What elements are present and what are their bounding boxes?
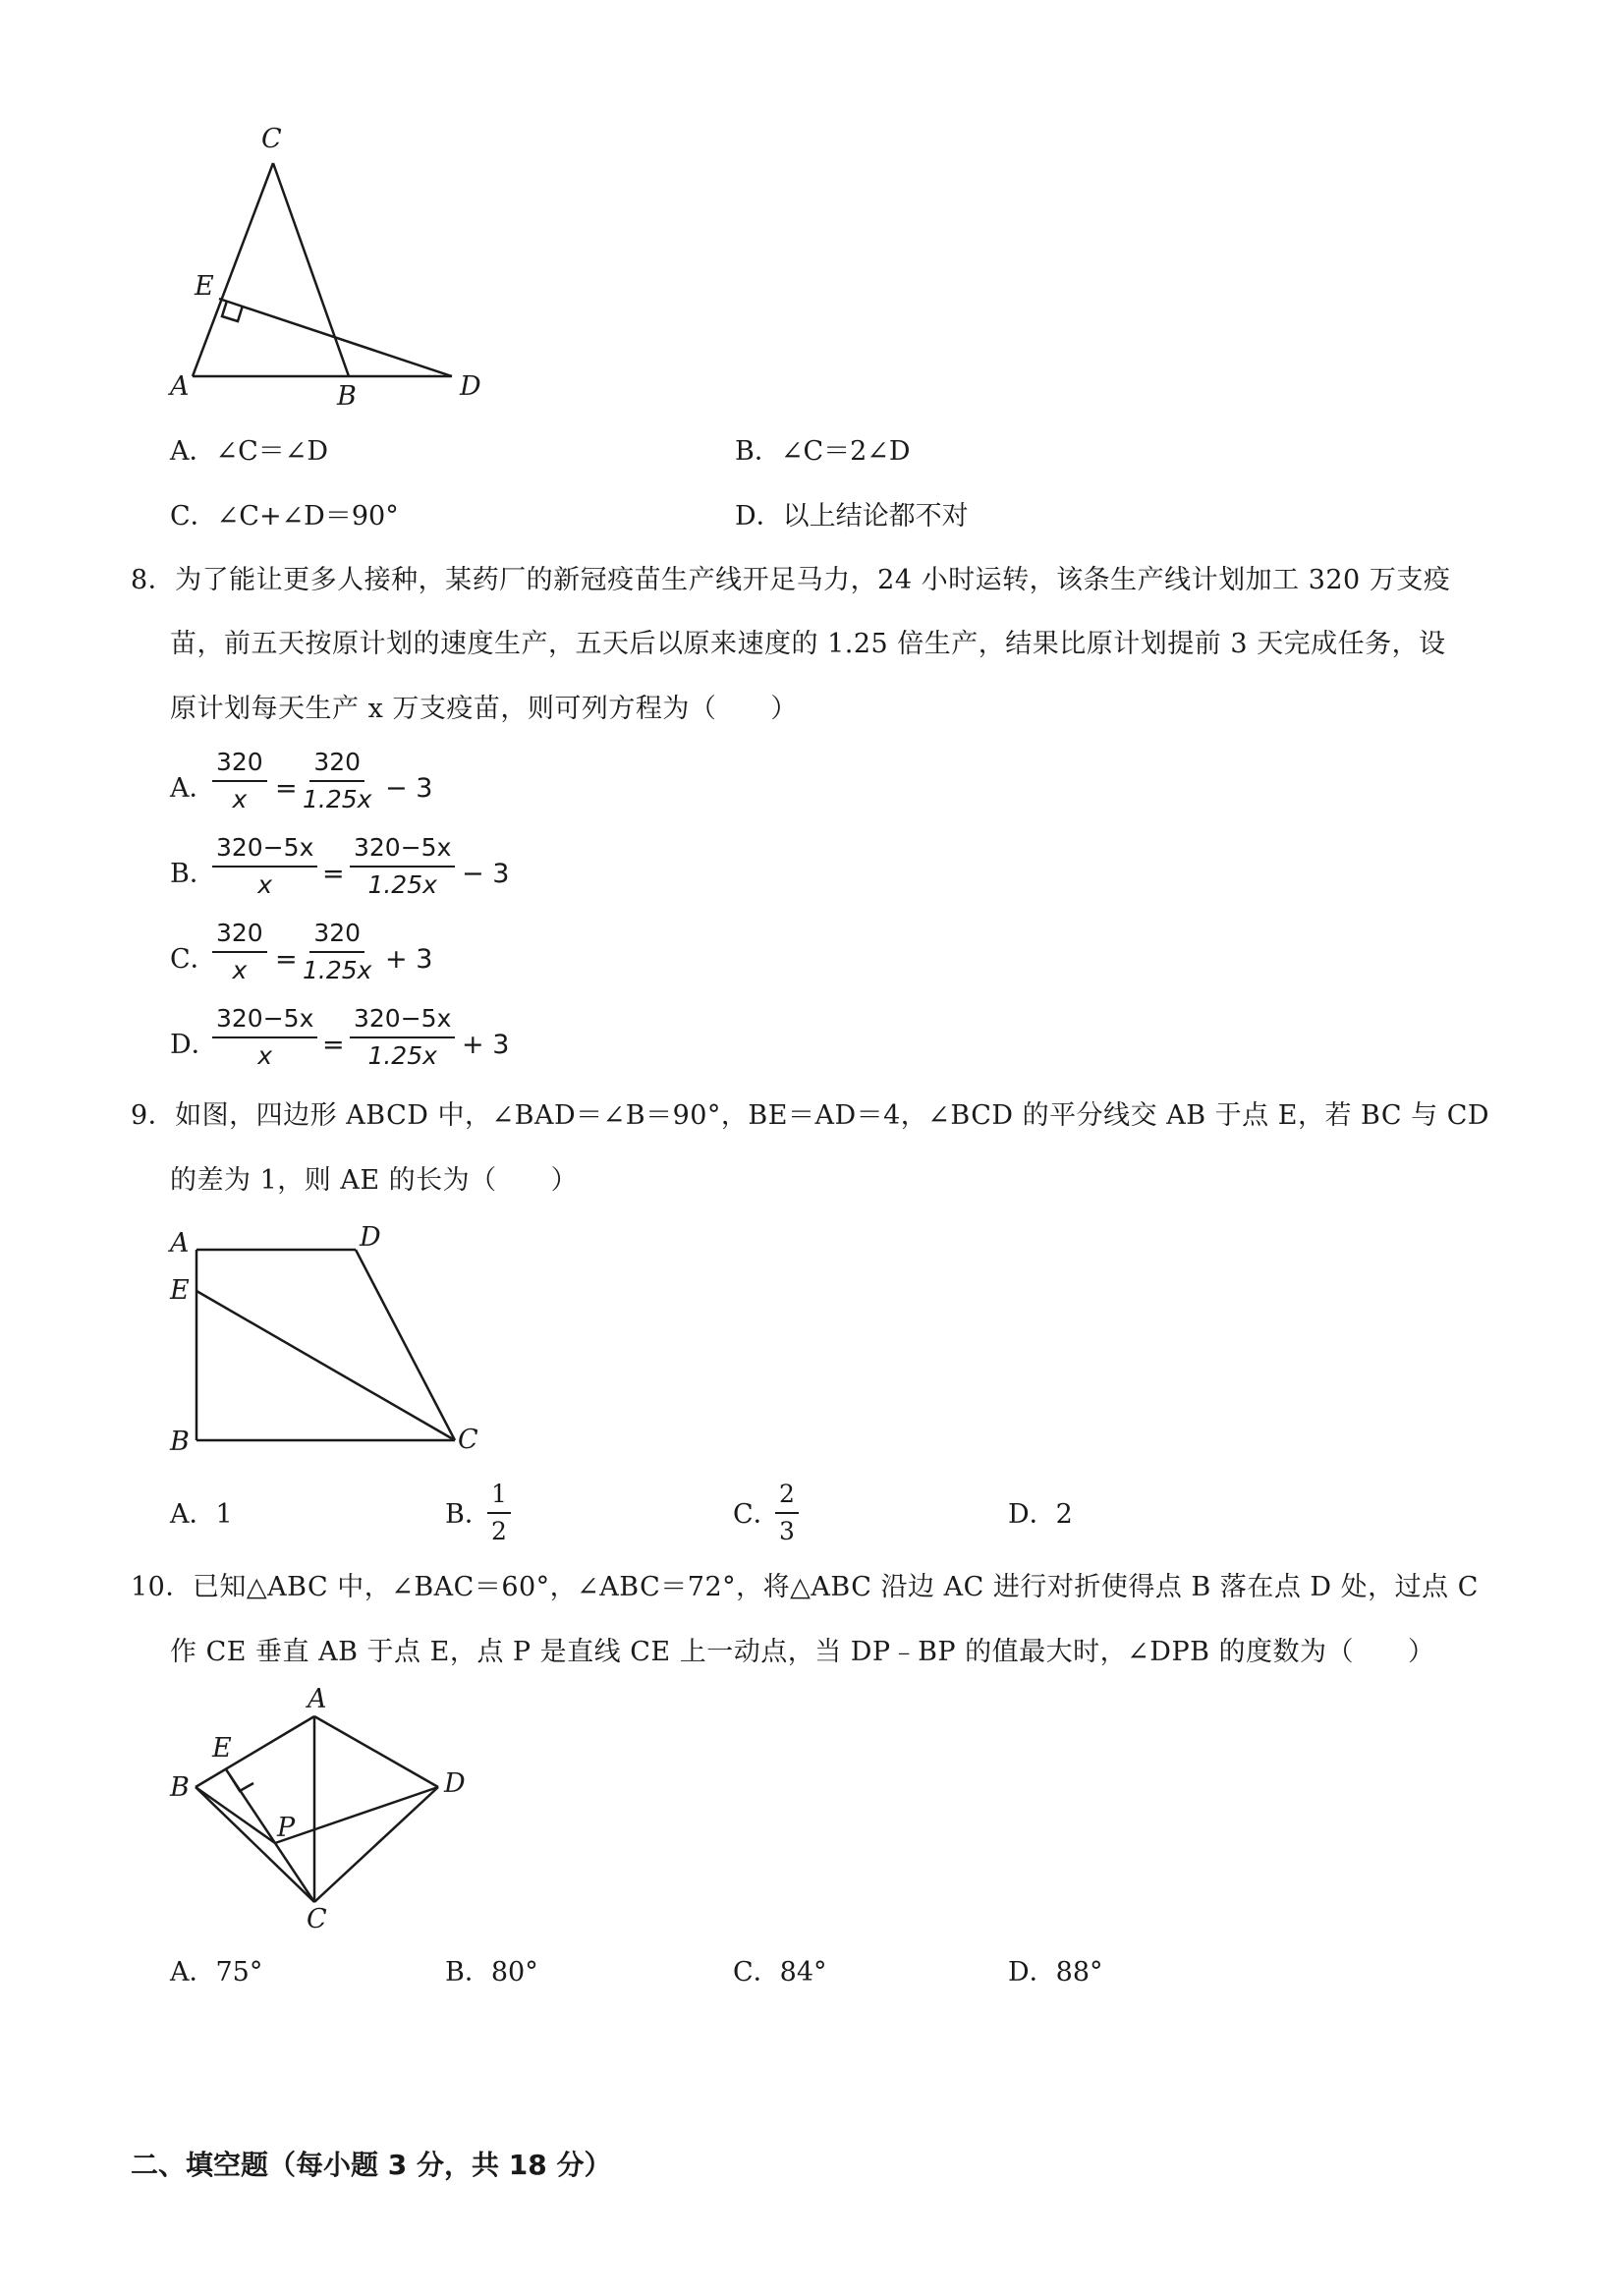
q8-option-c-label: C． bbox=[170, 944, 217, 975]
denominator: x bbox=[232, 785, 248, 813]
q10-line-1: 10．已知△ABC 中，∠BAC＝60°，∠ABC＝72°，将△ABC 沿边 AC 进行对折使得点 B 落在点 D 处，过点 C bbox=[131, 1572, 1479, 1602]
q9-label-a: A bbox=[170, 1228, 190, 1259]
q10-segment-dc bbox=[314, 1787, 438, 1902]
q8-option-d-tail: + 3 bbox=[462, 1030, 510, 1060]
q7-label-b: B bbox=[337, 381, 357, 412]
q7-label-a: A bbox=[170, 371, 190, 402]
equals-sign: = bbox=[275, 773, 298, 804]
q7-option-b: B．∠C＝2∠D bbox=[735, 436, 911, 467]
q8-option-b-right-fraction bbox=[350, 832, 455, 901]
q7-option-a: A．∠C＝∠D bbox=[170, 436, 329, 467]
q9-label-e: E bbox=[170, 1275, 190, 1306]
q9-option-a: A．1 bbox=[170, 1499, 233, 1530]
numerator: 320 bbox=[309, 918, 364, 953]
q8-option-c-left-fraction bbox=[212, 918, 267, 986]
denominator: 2 bbox=[491, 1517, 507, 1545]
q9-line-2: 的差为 1，则 AE 的长为（ ） bbox=[170, 1165, 579, 1196]
q9-label-b: B bbox=[170, 1427, 190, 1457]
q8-option-a-label: A． bbox=[170, 773, 216, 804]
q9-option-c-fraction bbox=[775, 1479, 799, 1547]
q10-segment-ad bbox=[314, 1716, 438, 1787]
numerator: 320 bbox=[309, 747, 364, 782]
q8-option-a-left-fraction bbox=[212, 747, 267, 815]
denominator: x bbox=[232, 956, 248, 984]
numerator: 1 bbox=[487, 1479, 511, 1514]
q8-option-d-left-fraction bbox=[212, 1003, 317, 1072]
q10-option-a: A．75° bbox=[170, 1957, 263, 1988]
q10-option-c: C．84° bbox=[733, 1957, 827, 1988]
numerator: 2 bbox=[775, 1479, 799, 1514]
q9-segment-dc bbox=[356, 1250, 455, 1440]
numerator: 320−5x bbox=[350, 1003, 455, 1038]
q7-option-d: D．以上结论都不对 bbox=[735, 501, 969, 532]
equals-sign: = bbox=[322, 1030, 345, 1060]
q10-label-a: A bbox=[308, 1684, 327, 1714]
q10-segment-bc bbox=[196, 1787, 314, 1902]
q10-right-angle-mark bbox=[230, 1775, 253, 1791]
q10-segment-bp bbox=[196, 1787, 275, 1843]
equals-sign: = bbox=[322, 859, 345, 889]
q10-segment-ec bbox=[226, 1769, 314, 1902]
q10-label-e: E bbox=[212, 1733, 232, 1764]
q9-line-1: 9．如图，四边形 ABCD 中，∠BAD＝∠B＝90°，BE＝AD＝4，∠BCD 的平分线交 AB 于点 E，若 BC 与 CD bbox=[131, 1100, 1490, 1131]
q9-option-c-label: C． bbox=[733, 1499, 780, 1530]
q9-label-d: D bbox=[360, 1222, 381, 1253]
equals-sign: = bbox=[275, 944, 298, 975]
q10-line-2: 作 CE 垂直 AB 于点 E，点 P 是直线 CE 上一动点，当 DP﹣BP 的值最大时，∠DPB 的度数为（ ） bbox=[170, 1637, 1435, 1667]
q8-option-d-right-fraction bbox=[350, 1003, 455, 1072]
denominator: 1.25x bbox=[367, 870, 437, 899]
q10-label-c: C bbox=[307, 1904, 327, 1934]
q8-option-c-tail: + 3 bbox=[385, 944, 433, 975]
q9-label-c: C bbox=[458, 1425, 478, 1455]
q10-option-b: B．80° bbox=[445, 1957, 538, 1988]
q9-option-b-fraction bbox=[487, 1479, 511, 1547]
denominator: 1.25x bbox=[367, 1041, 437, 1070]
denominator: 1.25x bbox=[303, 956, 372, 984]
numerator: 320−5x bbox=[212, 1003, 317, 1038]
q8-option-a-tail: − 3 bbox=[385, 773, 433, 804]
q8-line-3: 原计划每天生产 x 万支疫苗，则可列方程为（ ） bbox=[170, 694, 798, 724]
q8-option-a-right-fraction bbox=[303, 747, 371, 815]
q8-option-c-right-fraction bbox=[303, 918, 371, 986]
q7-label-e: E bbox=[195, 271, 214, 302]
q8-option-b-left-fraction bbox=[212, 832, 317, 901]
denominator: x bbox=[257, 870, 273, 899]
q7-label-c: C bbox=[261, 124, 282, 154]
denominator: 1.25x bbox=[303, 785, 372, 813]
q10-option-d: D．88° bbox=[1008, 1957, 1103, 1988]
q9-segment-ec bbox=[196, 1291, 455, 1440]
section-2-title: 二、填空题（每小题 3 分，共 18 分） bbox=[131, 2149, 612, 2181]
numerator: 320 bbox=[212, 747, 267, 782]
q10-segment-pd bbox=[275, 1787, 438, 1843]
q8-line-1: 8．为了能让更多人接种，某药厂的新冠疫苗生产线开足马力，24 小时运转，该条生产线计划加工 320 万支疫 bbox=[131, 565, 1451, 595]
q7-segment-ed bbox=[219, 299, 452, 376]
denominator: 3 bbox=[779, 1517, 795, 1545]
q7-right-angle-mark bbox=[222, 301, 243, 321]
numerator: 320−5x bbox=[212, 832, 317, 868]
q9-option-b-label: B． bbox=[445, 1499, 491, 1530]
q10-label-b: B bbox=[170, 1772, 190, 1803]
q8-option-b-label: B． bbox=[170, 859, 216, 889]
q10-label-p: P bbox=[277, 1813, 296, 1843]
q8-line-2: 苗，前五天按原计划的速度生产，五天后以原来速度的 1.25 倍生产，结果比原计划提前 3 天完成任务，设 bbox=[170, 629, 1446, 659]
numerator: 320 bbox=[212, 918, 267, 953]
q7-label-d: D bbox=[460, 371, 481, 402]
q7-segment-ac bbox=[193, 163, 273, 376]
q10-label-d: D bbox=[444, 1768, 466, 1799]
q7-option-c: C．∠C+∠D＝90° bbox=[170, 501, 399, 532]
q7-segment-cb bbox=[273, 163, 349, 376]
denominator: x bbox=[257, 1041, 273, 1070]
numerator: 320−5x bbox=[350, 832, 455, 868]
q8-option-d-label: D． bbox=[170, 1030, 218, 1060]
q8-option-b-tail: − 3 bbox=[462, 859, 510, 889]
q9-option-d: D．2 bbox=[1008, 1499, 1073, 1530]
